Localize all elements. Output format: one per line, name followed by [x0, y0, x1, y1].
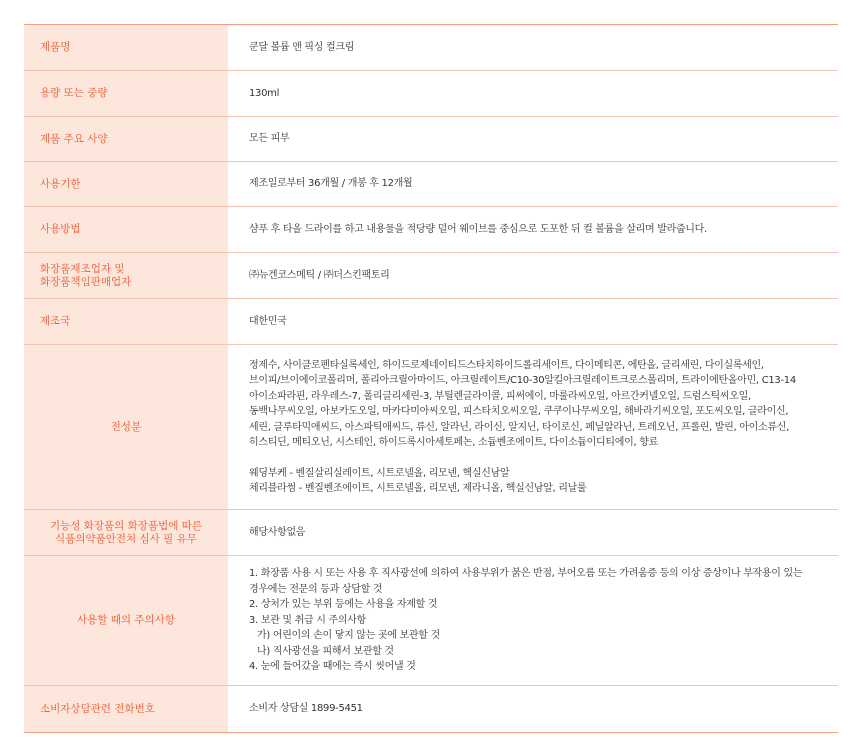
row-label: 전성분 — [24, 345, 228, 509]
row-expiry — [24, 162, 838, 207]
precaution-line: 경우에는 전문의 등과 상담할 것 — [249, 583, 383, 595]
row-value: 샴푸 후 타올 드라이를 하고 내용물을 적당량 덜어 웨이브를 중심으로 도포한 뒤 컬 볼륨을 살리며 발라줍니다. — [249, 223, 707, 235]
product-info-table — [24, 24, 838, 733]
row-volume — [24, 71, 838, 117]
row-main-spec — [24, 117, 838, 162]
row-label: 사용방법 — [24, 207, 228, 252]
precaution-line: 3. 보관 및 취급 시 주의사항 — [249, 614, 366, 626]
row-value: 해당사항없음 — [249, 526, 306, 538]
row-label: 제조국 — [24, 299, 228, 344]
row-value: 쿤달 볼륨 앤 픽싱 컬크림 — [249, 41, 355, 53]
row-value: 제조일로부터 36개월 / 개봉 후 12개월 — [249, 178, 413, 190]
row-precautions — [24, 556, 838, 686]
row-value: 모든 피부 — [249, 133, 290, 145]
precaution-line: 1. 화장품 사용 시 또는 사용 후 직사광선에 의하여 사용부위가 붉은 반점, 부어오름 또는 가려움증 등의 이상 증상이나 부작용이 있는 — [249, 568, 803, 580]
row-value: 130ml — [249, 87, 280, 99]
row-country — [24, 299, 838, 345]
row-label: 제품 주요 사양 — [24, 117, 228, 161]
row-manufacturer — [24, 253, 838, 299]
fragrance-variants: 웨딩부케 - 벤질살리실레이트, 시트로넬올, 리모넨, 헥실신남알 체리블라썸 - 벤질벤조에이트, 시트로넬올, 리모넨, 제라니올, 헥실신남알, 리날룰 — [249, 467, 587, 494]
row-value: 대한민국 — [249, 315, 287, 327]
row-label: 소비자상담관련 전화번호 — [24, 686, 228, 732]
precaution-line: 나) 직사광선을 피해서 보관할 것 — [257, 645, 394, 657]
row-value: ㈜뉴겐코스메틱 / ㈜더스킨팩토리 — [249, 269, 390, 281]
row-product-name — [24, 25, 838, 71]
row-value — [228, 345, 838, 509]
row-label: 화장품제조업자 및 화장품책임판매업자 — [24, 253, 228, 298]
ingredients-list: 정제수, 사이클로펜타실록세인, 하이드로제네이티드스타치하이드롤리세이트, 다이메티콘, 에탄올, 글리세린, 다이실록세인, 브이피/브이에이코폴리머, 폴리아크릴아마이드, 아크릴레이트/C10-30알킬아크릴레이트크로스폴리머, 트라이에탄올아민, C13-14 아이소파라핀, 라우레스-7, 폴리글리세린-3, 부틸렌글라이콜, 피써에이, 마룰라씨오일, 아르간커넬오일, 드럼스틱씨오일, 동백나무씨오일, 아보카도오일, 마카다미아씨오일, 피스타치오씨오일, 쿠쿠이나무씨오일, 해바라기씨오일, 포도씨오일, 글라이신, 세린, 글루타믹애씨드, 아스파틱애씨드, 류신, 알라닌, 라이신, 알지닌, 타이로신, 페닐알라닌, 트레오닌, 프롤린, 발린, 아이소류신, 히스티딘, 메티오닌, 시스테인, 하이드록시아세토페논, 소듐벤조에이트, 다이소듐이디티에이, 향료 — [249, 359, 796, 448]
row-label: 기능성 화장품의 화장품법에 따른 식품의약품안전처 심사 필 유무 — [24, 510, 228, 555]
precaution-line: 4. 눈에 들어갔을 때에는 즉시 씻어낼 것 — [249, 661, 416, 673]
row-value: 소비자 상담실 1899-5451 — [249, 703, 363, 715]
row-functional-review — [24, 510, 838, 556]
row-ingredients — [24, 345, 838, 510]
row-label: 사용기한 — [24, 162, 228, 206]
row-value — [228, 556, 838, 685]
precaution-line: 2. 상처가 있는 부위 등에는 사용을 자제할 것 — [249, 599, 438, 611]
row-label: 용량 또는 중량 — [24, 71, 228, 116]
row-contact — [24, 686, 838, 733]
row-label: 사용할 때의 주의사항 — [24, 556, 228, 685]
row-label: 제품명 — [24, 25, 228, 70]
row-usage — [24, 207, 838, 253]
precaution-line: 가) 어린이의 손이 닿지 않는 곳에 보관할 것 — [257, 630, 440, 642]
